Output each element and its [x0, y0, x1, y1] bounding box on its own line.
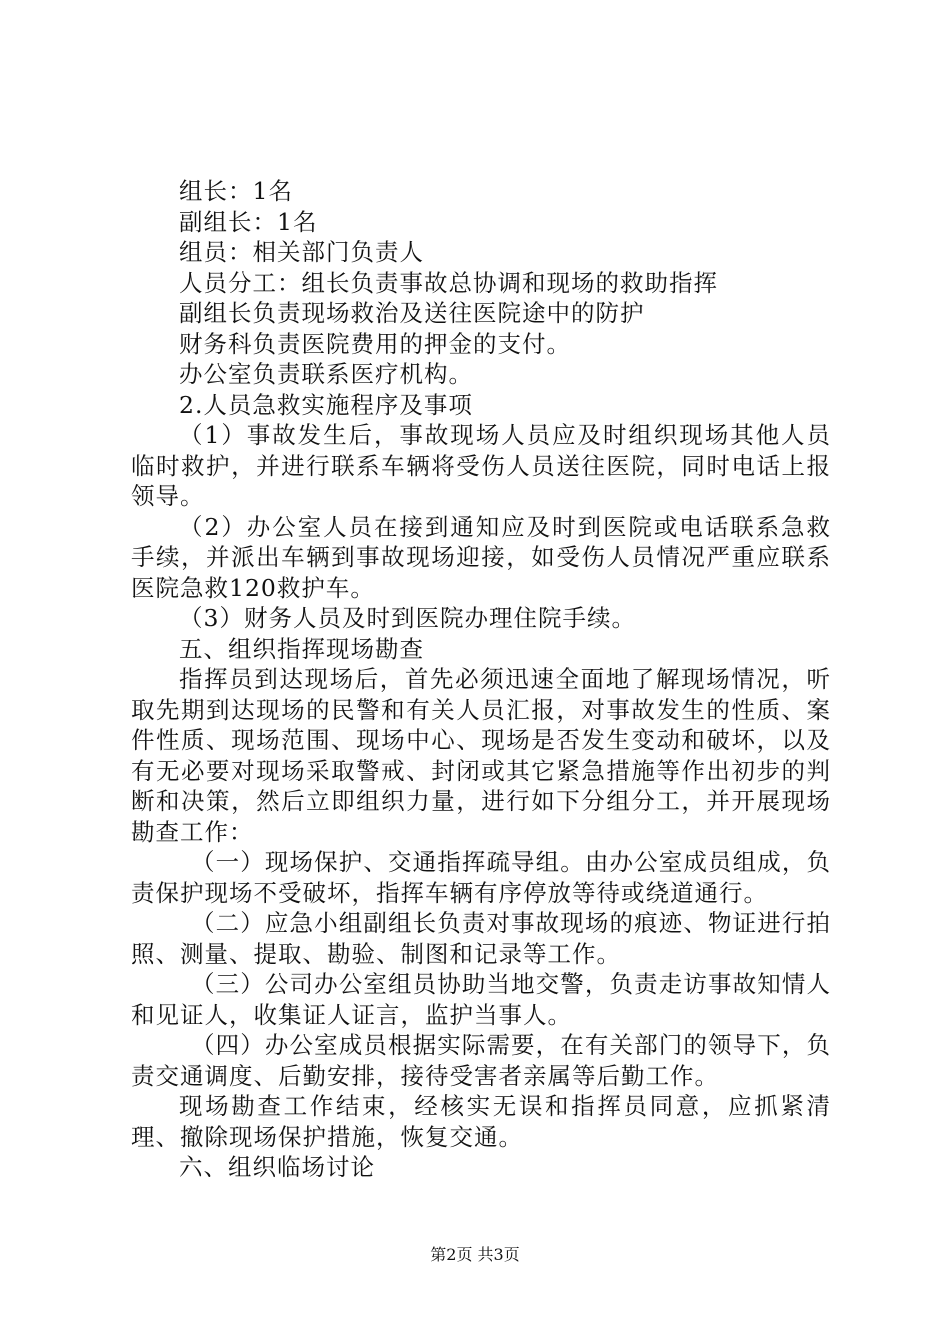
paragraph-1: （1）事故发生后，事故现场人员应及时组织现场其他人员临时救护，并进行联系车辆将受伤人员送往医院，同时电话上报领导。 [131, 421, 831, 510]
section-heading-6: 六、组织临场讨论 [179, 1153, 375, 1181]
paragraph-5: 指挥员到达现场后，首先必须迅速全面地了解现场情况，听取先期到达现场的民警和有关人员汇报，对事故发生的性质、案件性质、现场范围、现场中心、现场是否发生变动和破坏，以及有无必要对现场采取警戒、封闭或其它紧急措施等作出初步的判断和决策，然后立即组织力量，进行如下分组分工，并开展现场勘查工作： [131, 665, 831, 846]
line-finance-duty: 财务科负责医院费用的押金的支付。 [179, 329, 571, 358]
line-deputy-duty: 副组长负责现场救治及送往医院途中的防护 [179, 299, 645, 327]
section-heading-5: 五、组织指挥现场勘查 [179, 634, 424, 663]
paragraph-10: 现场勘查工作结束，经核实无误和指挥员同意，应抓紧清理、撤除现场保护措施，恢复交通。 [131, 1092, 831, 1151]
line-division: 人员分工：组长负责事故总协调和现场的救助指挥 [179, 268, 718, 297]
body-text [131, 176, 831, 1183]
section-heading-first-aid: 2.人员急救实施程序及事项 [179, 390, 473, 419]
paragraph-8: （三）公司办公室组员协助当地交警，负责走访事故知情人和见证人，收集证人证言，监护当事人。 [131, 970, 831, 1029]
paragraph-6: （一）现场保护、交通指挥疏导组。由办公室成员组成，负责保护现场不受破坏，指挥车辆有序停放等待或绕道通行。 [131, 848, 831, 907]
paragraph-2: （2）办公室人员在接到通知应及时到医院或电话联系急救手续，并派出车辆到事故现场迎接，如受伤人员情况严重应联系医院急救120救护车。 [131, 512, 831, 602]
paragraph-7: （二）应急小组副组长负责对事故现场的痕迹、物证进行拍照、测量、提取、勘验、制图和记录等工作。 [131, 909, 831, 968]
page-footer: 第2页 共3页 [430, 1245, 520, 1264]
line-members: 组员：相关部门负责人 [179, 238, 424, 266]
paragraph-9: （四）办公室成员根据实际需要，在有关部门的领导下，负责交通调度、后勤安排，接待受害者亲属等后勤工作。 [131, 1031, 831, 1090]
paragraph-3: （3）财务人员及时到医院办理住院手续。 [179, 604, 636, 632]
line-office-duty: 办公室负责联系医疗机构。 [179, 360, 473, 388]
line-deputy-leader: 副组长：1名 [179, 207, 318, 236]
line-group-leader: 组长：1名 [179, 177, 293, 205]
